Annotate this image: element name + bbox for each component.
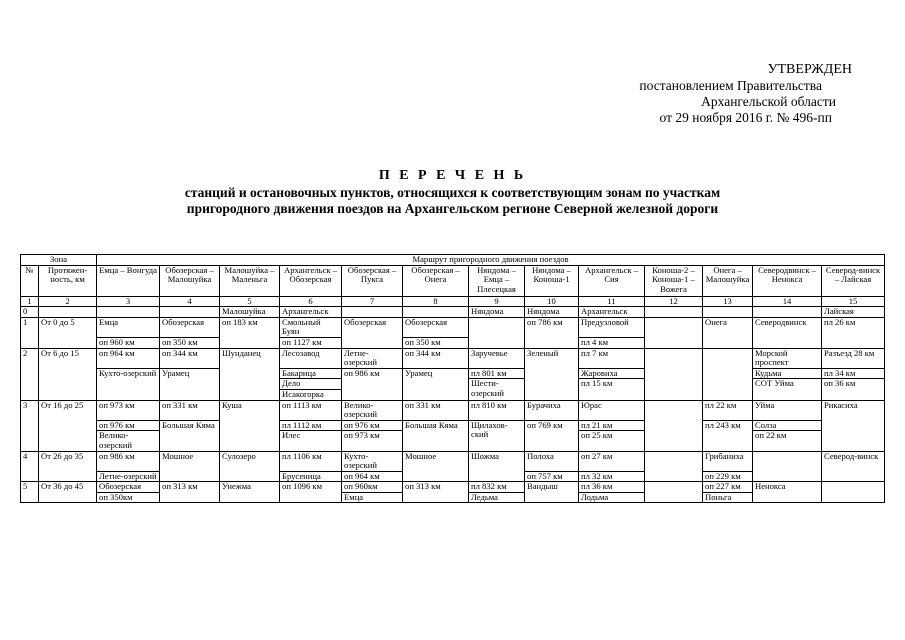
table-cell: Разъезд 28 км	[822, 348, 885, 368]
table-cell: пл 26 км	[822, 317, 885, 348]
table-cell: Шести-озерский	[469, 379, 525, 400]
col-num: 6	[280, 296, 342, 307]
table-cell: Сулозеро	[220, 451, 280, 482]
table-cell: оп 1113 км	[280, 400, 342, 420]
table-cell: Дело	[280, 379, 342, 390]
table-cell: оп 986 км	[342, 368, 403, 400]
table-cell: Обозерская	[160, 317, 220, 337]
table-cell: Предузловой	[579, 317, 645, 337]
table-cell: Юрас	[579, 400, 645, 420]
table-cell: оп 976 км	[342, 420, 403, 431]
table-cell: оп 986 км	[97, 451, 160, 471]
table-cell: Емца	[342, 492, 403, 503]
header-col-4: Обозерская – Малошуйка	[160, 265, 220, 296]
approval-line-1: постановлением Правительства	[639, 78, 822, 93]
table-row	[21, 400, 885, 420]
table-cell: Морской проспект	[753, 348, 822, 368]
table-cell: Шожма	[469, 451, 525, 482]
table-cell: Щилахов-ский	[469, 420, 525, 451]
table-cell: оп 350 км	[160, 337, 220, 348]
table-cell: Смольный Буян	[280, 317, 342, 337]
col-num: 8	[403, 296, 469, 307]
table-cell: пл 15 км	[579, 379, 645, 400]
table-cell: Велико-озерский	[97, 431, 160, 451]
zone-length: От 36 до 45	[39, 482, 97, 503]
table-cell	[645, 400, 703, 451]
table-cell: пл 32 км	[579, 471, 645, 482]
table-cell: оп 350км	[97, 492, 160, 503]
zone-length: От 26 до 35	[39, 451, 97, 482]
table-cell	[645, 317, 703, 348]
col-num: 13	[703, 296, 753, 307]
approval-line-3: от 29 ноября 2016 г. № 496-пп	[659, 110, 832, 125]
table-cell: оп 973 км	[342, 431, 403, 451]
table-cell: оп 964 км	[342, 471, 403, 482]
zone-length: От 0 до 5	[39, 317, 97, 348]
table-cell: пл 7 км	[579, 348, 645, 368]
table-cell	[342, 307, 403, 318]
table-cell	[97, 307, 160, 318]
col-num: 10	[525, 296, 579, 307]
table-cell	[753, 451, 822, 482]
table-cell	[703, 307, 753, 318]
table-cell: пл 1106 км	[280, 451, 342, 471]
table-cell: Кудьма	[753, 368, 822, 379]
table-cell: оп 769 км	[525, 420, 579, 451]
table-cell: Унежма	[220, 482, 280, 503]
table-cell: оп 331 км	[160, 400, 220, 420]
table-cell	[822, 482, 885, 503]
table-cell: оп 1127 км	[280, 337, 342, 348]
table-cell: оп 36 км	[822, 379, 885, 400]
document-title: П Е Р Е Ч Е Н Ь	[378, 168, 527, 183]
header-col-15: Северод-винск – Лайская	[822, 265, 885, 296]
table-cell: Архангельск	[280, 307, 342, 318]
table-row	[21, 307, 885, 318]
header-col-11: Архангельск – Сия	[579, 265, 645, 296]
approval-title: УТВЕРЖДЕН	[767, 62, 852, 77]
table-cell	[703, 348, 753, 400]
table-cell: оп 757 км	[525, 471, 579, 482]
table-cell: Урамец	[160, 368, 220, 400]
column-number-row	[21, 296, 885, 307]
table-cell: оп 350 км	[403, 337, 469, 348]
col-num: 15	[822, 296, 885, 307]
header-col-13: Онега – Малошуйка	[703, 265, 753, 296]
table-cell: оп 183 км	[220, 317, 280, 348]
zone-length: От 16 до 25	[39, 400, 97, 451]
table-header-row-2	[21, 265, 885, 296]
approval-block	[600, 62, 880, 126]
table-cell: СОТ Уйма	[753, 379, 822, 400]
table-row	[21, 348, 885, 368]
table-cell: Зеленый	[525, 348, 579, 400]
table-cell: Лайская	[822, 307, 885, 318]
header-col-3: Емца – Вонгуда	[97, 265, 160, 296]
table-cell: оп 786 км	[525, 317, 579, 348]
table-cell: Емца	[97, 317, 160, 337]
table-cell: Онега	[703, 317, 753, 348]
col-num: 11	[579, 296, 645, 307]
table-cell: Жаровиха	[579, 368, 645, 379]
table-cell: пл 810 км	[469, 400, 525, 420]
table-row	[21, 451, 885, 471]
header-col-10: Няндома – Коноша-1	[525, 265, 579, 296]
table-header-row-1	[21, 255, 885, 266]
table-cell: оп 313 км	[160, 482, 220, 503]
table-cell: Летне-озерский	[342, 348, 403, 368]
header-route: Маршрут пригородного движения поездов	[97, 255, 885, 266]
table-cell: Рикасиха	[822, 400, 885, 451]
header-col-9: Няндома – Емца – Плесецкая	[469, 265, 525, 296]
header-col-5: Малошуйка – Маленьга	[220, 265, 280, 296]
header-length: Протяжен-ность, км	[39, 265, 97, 296]
table-cell: Кухто-озерский	[342, 451, 403, 471]
table-cell	[469, 317, 525, 348]
table-row	[21, 482, 885, 493]
header-zone: Зона	[21, 255, 97, 266]
table-cell: пл 34 км	[822, 368, 885, 379]
header-no: №	[21, 265, 39, 296]
table-cell: Лесозавод	[280, 348, 342, 368]
table-cell: Бакарица	[280, 368, 342, 379]
table-cell: Велико-озерский	[342, 400, 403, 420]
table-cell: Большая Кяма	[403, 420, 469, 451]
table-cell: оп 960 км	[97, 337, 160, 348]
header-col-8: Обозерская – Онега	[403, 265, 469, 296]
table-cell: оп 976 км	[97, 420, 160, 431]
col-num: 2	[39, 296, 97, 307]
stations-table	[20, 254, 885, 503]
header-col-12: Коноша-2 – Коноша-1 – Вожега	[645, 265, 703, 296]
table-cell: Ледьма	[469, 492, 525, 503]
table-cell: Мошное	[160, 451, 220, 482]
col-num: 1	[21, 296, 39, 307]
table-cell	[645, 348, 703, 400]
table-cell: Малошуйка	[220, 307, 280, 318]
table-cell: пл 1112 км	[280, 420, 342, 431]
table-cell: оп 344 км	[403, 348, 469, 368]
table-row	[21, 317, 885, 337]
table-cell: оп 331 км	[403, 400, 469, 420]
zone-number: 0	[21, 307, 39, 318]
table-cell: оп 227 км	[703, 482, 753, 493]
header-col-7: Обозерская – Пукса	[342, 265, 403, 296]
table-cell: Куша	[220, 400, 280, 451]
table-cell: Обозерская	[403, 317, 469, 337]
table-cell: Поньга	[703, 492, 753, 503]
zone-length: От 6 до 15	[39, 348, 97, 400]
approval-line-2: Архангельской области	[701, 94, 836, 109]
col-num: 7	[342, 296, 403, 307]
table-row	[21, 368, 885, 379]
table-cell: Северодвинск	[753, 317, 822, 348]
zone-number: 1	[21, 317, 39, 348]
zone-number: 4	[21, 451, 39, 482]
table-cell: Обозерская	[97, 482, 160, 493]
table-cell: Брусеница	[280, 471, 342, 482]
header-col-14: Северодвинск – Ненокса	[753, 265, 822, 296]
table-cell: Обозерская	[342, 317, 403, 348]
table-cell	[753, 307, 822, 318]
table-cell: оп 960км	[342, 482, 403, 493]
table-cell: оп 344 км	[160, 348, 220, 368]
col-num: 3	[97, 296, 160, 307]
table-cell: оп 964 км	[97, 348, 160, 368]
header-col-6: Архангельск – Обозерская	[280, 265, 342, 296]
table-cell: оп 27 км	[579, 451, 645, 471]
table-cell: Лодьма	[579, 492, 645, 503]
table-cell: Кухто-озерский	[97, 368, 160, 400]
col-num: 4	[160, 296, 220, 307]
zone-number: 5	[21, 482, 39, 503]
table-cell: пл 801 км	[469, 368, 525, 379]
table-cell: Заручевье	[469, 348, 525, 368]
table-cell: Северод-винск	[822, 451, 885, 482]
table-cell	[160, 307, 220, 318]
table-cell: пл 4 км	[579, 337, 645, 348]
table-cell: Ненокса	[753, 482, 822, 503]
table-cell: Мошное	[403, 451, 469, 482]
table-cell: оп 25 км	[579, 431, 645, 451]
document-subtitle-2: пригородного движения поездов на Архангельском регионе Северной железной дороги	[186, 201, 719, 216]
table-cell: оп 973 км	[97, 400, 160, 420]
table-cell: оп 313 км	[403, 482, 469, 503]
table-cell: пл 22 км	[703, 400, 753, 420]
table-cell	[645, 307, 703, 318]
table-cell: Летне-озерский	[97, 471, 160, 482]
table-cell: Солза	[753, 420, 822, 431]
table-cell: пл 832 км	[469, 482, 525, 493]
col-num: 5	[220, 296, 280, 307]
table-cell: Илес	[280, 431, 342, 451]
table-cell: Полоха	[525, 451, 579, 471]
table-cell	[403, 307, 469, 318]
table-cell: Вандыш	[525, 482, 579, 503]
table-cell: Бурачиха	[525, 400, 579, 420]
table-cell: пл 243 км	[703, 420, 753, 451]
document-heading	[20, 167, 885, 217]
table-cell: пл 36 км	[579, 482, 645, 493]
col-num: 12	[645, 296, 703, 307]
table-cell: Исакогорка	[280, 389, 342, 400]
table-cell: Няндома	[525, 307, 579, 318]
table-cell: оп 1096 км	[280, 482, 342, 503]
col-num: 9	[469, 296, 525, 307]
table-cell: Уйма	[753, 400, 822, 420]
table-cell	[645, 451, 703, 482]
table-cell: оп 229 км	[703, 471, 753, 482]
document-subtitle-1: станций и остановочных пунктов, относящихся к соответствующим зонам по участкам	[184, 185, 721, 200]
table-row	[21, 420, 885, 431]
table-cell	[645, 482, 703, 503]
table-cell: Няндома	[469, 307, 525, 318]
zone-number: 2	[21, 348, 39, 400]
col-num: 14	[753, 296, 822, 307]
table-cell: пл 21 км	[579, 420, 645, 431]
table-cell: Большая Кяма	[160, 420, 220, 451]
table-cell: Грибаниха	[703, 451, 753, 471]
table-cell: оп 22 км	[753, 431, 822, 451]
table-cell	[39, 307, 97, 318]
zone-number: 3	[21, 400, 39, 451]
table-cell: Шунданец	[220, 348, 280, 400]
table-cell: Урамец	[403, 368, 469, 400]
table-cell: Архангельск	[579, 307, 645, 318]
